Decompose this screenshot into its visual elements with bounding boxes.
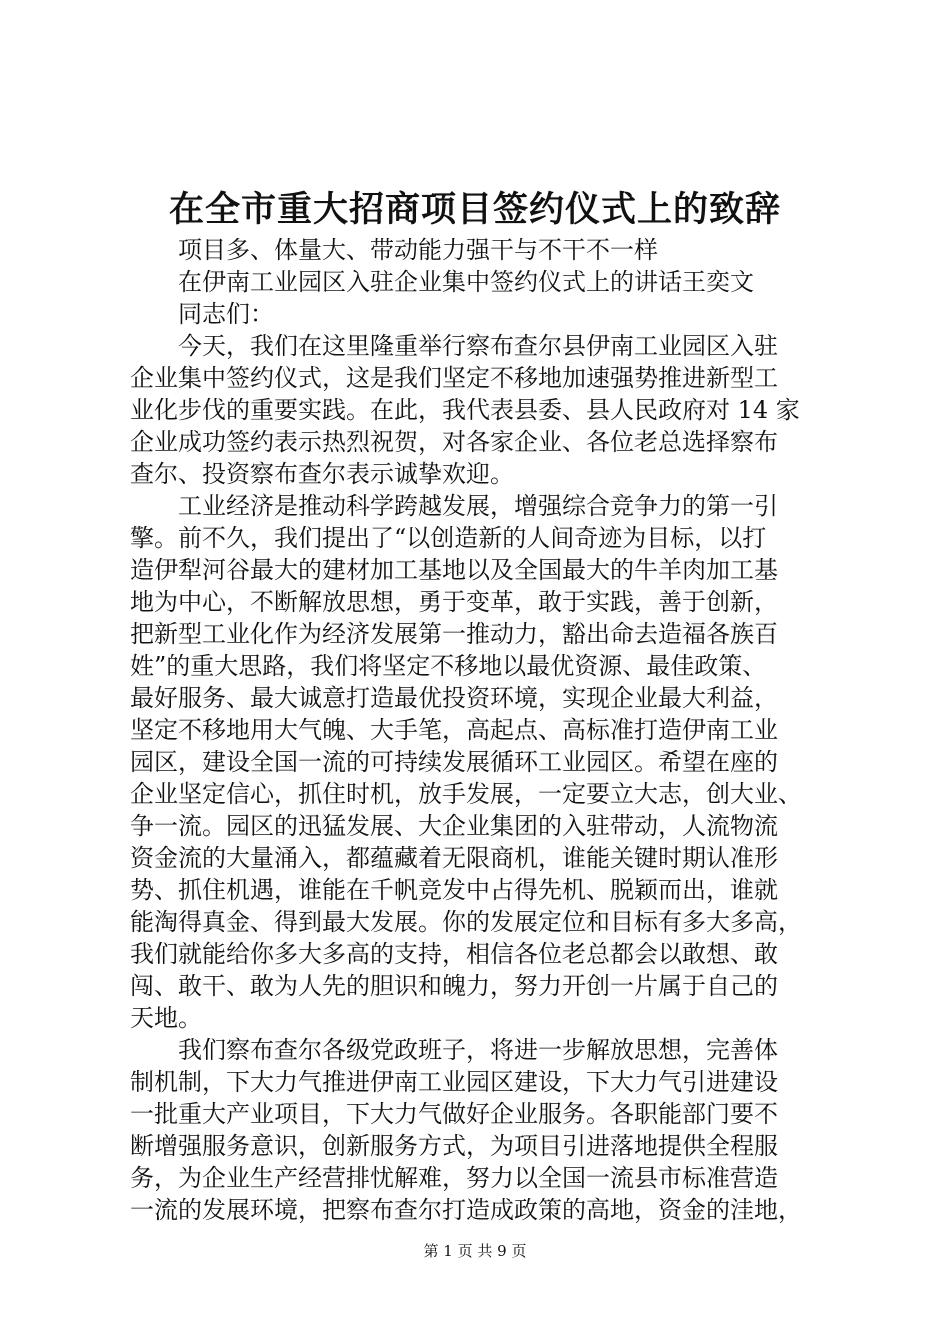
body-line: 企业坚定信心，抓住时机，放手发展，一定要立大志，创大业、 (130, 780, 802, 808)
document-title: 在全市重大招商项目签约仪式上的致辞 (168, 189, 781, 230)
body-line: 争一流。园区的迅猛发展、大企业集团的入驻带动，人流物流 (130, 812, 778, 840)
body-line: 制机制，下大力气推进伊南工业园区建设，下大力气引进建设 (130, 1068, 778, 1096)
body-line: 业化步伐的重要实践。在此，我代表县委、县人民政府对 14 家 (130, 396, 800, 424)
body-line: 在伊南工业园区入驻企业集中签约仪式上的讲话王奕文 (178, 268, 754, 296)
body-line: 项目多、体量大、带动能力强干与不干不一样 (178, 236, 658, 264)
body-line: 一流的发展环境，把察布查尔打造成政策的高地，资金的洼地， (130, 1196, 802, 1224)
body-line: 能淘得真金、得到最大发展。你的发展定位和目标有多大多高， (130, 908, 802, 936)
page-footer: 第 1 页 共 9 页 (423, 1242, 527, 1260)
body-line: 造伊犁河谷最大的建材加工基地以及全国最大的牛羊肉加工基 (130, 556, 778, 584)
body-line: 天地。 (130, 1004, 202, 1032)
body-line: 最好服务、最大诚意打造最优投资环境，实现企业最大利益， (130, 684, 778, 712)
body-line: 我们察布查尔各级党政班子，将进一步解放思想，完善体 (178, 1036, 778, 1064)
body-line: 查尔、投资察布查尔表示诚挚欢迎。 (130, 460, 514, 488)
body-line: 务，为企业生产经营排忧解难，努力以全国一流县市标准营造 (130, 1164, 778, 1192)
body-line: 擎。前不久，我们提出了“以创造新的人间奇迹为目标，以打 (130, 524, 767, 552)
body-line: 势、抓住机遇，谁能在千帆竞发中占得先机、脱颖而出，谁就 (130, 876, 778, 904)
body-line: 坚定不移地用大气魄、大手笔，高起点、高标准打造伊南工业 (130, 716, 778, 744)
body-line: 我们就能给你多大多高的支持，相信各位老总都会以敢想、敢 (130, 940, 778, 968)
body-line: 企业集中签约仪式，这是我们坚定不移地加速强势推进新型工 (130, 364, 778, 392)
body-line: 同志们： (178, 300, 274, 328)
body-line: 断增强服务意识，创新服务方式，为项目引进落地提供全程服 (130, 1132, 778, 1160)
body-line: 闯、敢干、敢为人先的胆识和魄力，努力开创一片属于自己的 (130, 972, 778, 1000)
body-line: 地为中心，不断解放思想，勇于变革，敢于实践，善于创新， (130, 588, 778, 616)
body-line: 把新型工业化作为经济发展第一推动力，豁出命去造福各族百 (130, 620, 778, 648)
body-line: 工业经济是推动科学跨越发展，增强综合竞争力的第一引 (178, 492, 778, 520)
body-line: 姓”的重大思路，我们将坚定不移地以最优资源、最佳政策、 (130, 652, 767, 680)
document-body (130, 234, 826, 1226)
body-line: 一批重大产业项目，下大力气做好企业服务。各职能部门要不 (130, 1100, 778, 1128)
body-line: 企业成功签约表示热烈祝贺，对各家企业、各位老总选择察布 (130, 428, 778, 456)
body-line: 资金流的大量涌入，都蕴藏着无限商机，谁能关键时期认准形 (130, 844, 778, 872)
body-line: 今天，我们在这里隆重举行察布查尔县伊南工业园区入驻 (178, 332, 778, 360)
body-line: 园区，建设全国一流的可持续发展循环工业园区。希望在座的 (130, 748, 778, 776)
